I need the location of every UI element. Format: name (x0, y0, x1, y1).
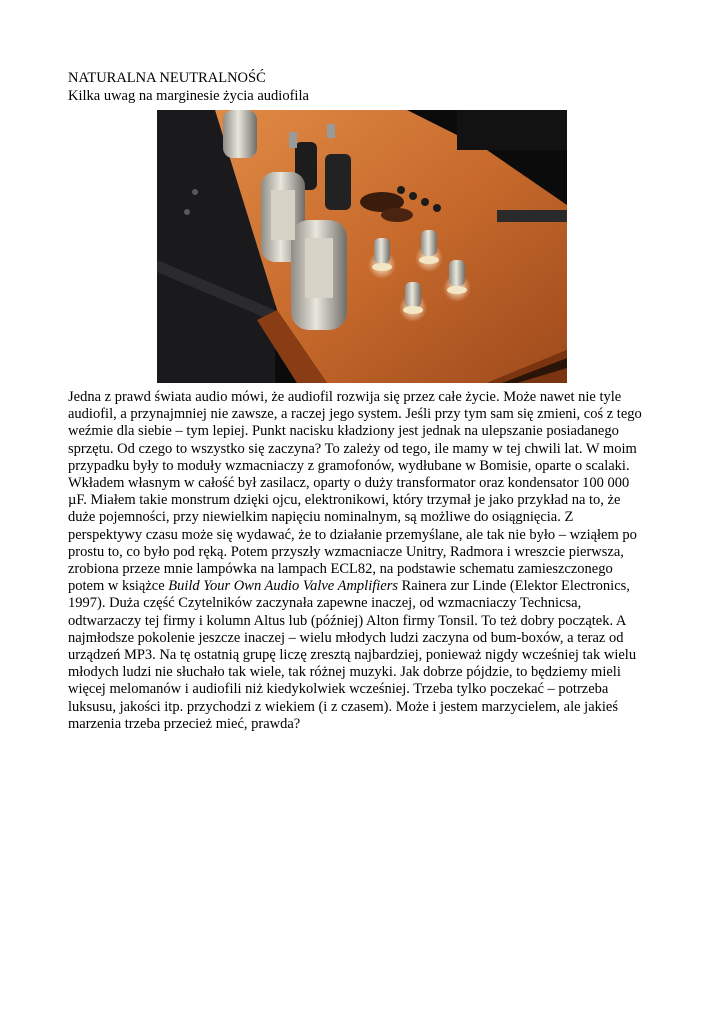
body-line: zrobiona przeze mnie lampówka na lampach ECL82, na podstawie schematu zamieszczonego (68, 561, 613, 578)
body-line: 1997). Duża część Czytelników zaczynała zapewne inaczej, od wzmacniaczy Technicsa, (68, 595, 582, 612)
body-line: więcej melomanów i audiofili niż kiedykolwiek wcześniej. Trzeba tylko poczekać – potrzeba (68, 681, 609, 698)
body-line: prostu to, co było pod ręką. Potem przyszły wzmacniacze Unitry, Radmora i wreszcie pierwsza, (68, 543, 624, 560)
body-line: odtwarzaczy tej firmy i kolumn Altus lub (później) Alton firmy Tonsil. To też dobry początek. A (68, 612, 627, 629)
body-text-segment: potem w książce (68, 578, 169, 595)
body-line: weźmie dla siebie – tym lepiej. Punkt nacisku kładziony jest jednak na ulepszanie posiadanego (68, 423, 619, 440)
body-line: Wkładem własnym w całość był zasilacz, oparty o duży transformator oraz kondensator 100 000 (68, 475, 630, 492)
body-line: młodych ludzi nie słuchało tak wiele, tak różnej muzyki. Jak dobrze pójdzie, to będziemy mieli (68, 664, 621, 681)
body-line: duże pojemności, przy niewielkim napięciu nominalnym, są możliwe do osiągnięcia. Z (68, 509, 574, 526)
body-line: µF. Miałem takie monstrum dzięki ojcu, elektronikowi, który trzymał je jako przykład na to, że (68, 492, 621, 509)
body-line: audiofil, a przynajmniej nie zawsze, a raczej jego system. Jeśli przy tym sam się zmieni, coś z tego (68, 406, 642, 423)
body-text-segment: Rainera zur Linde (Elektor Electronics, (398, 578, 630, 595)
article-subtitle: Kilka uwag na marginesie życia audiofila (68, 88, 309, 104)
body-line: marzenia trzeba przecież mieć, prawda? (68, 715, 301, 732)
amplifier-photo (157, 110, 567, 383)
body-line: perspektywy czasu może się wydawać, że to działanie przemyślane, ale tak nie było – wziąłem po (68, 526, 637, 543)
book-title: Build Your Own Audio Valve Amplifiers (168, 578, 398, 595)
body-line: urządzeń MP3. Na tę ostatnią grupę liczę zresztą najbardziej, ponieważ nigdy wcześniej tak wielu (68, 647, 637, 664)
body-line: sprzętu. Od czego to wszystko się zaczyna? To zależy od tego, ile mamy w tej chwili lat. W moim (68, 440, 637, 457)
article-body (68, 389, 668, 733)
body-line: Jedna z prawd świata audio mówi, że audiofil rozwija się przez całe życie. Może nawet nie tyle (68, 389, 622, 405)
body-line: luksusu, jakości itp. przychodzi z wiekiem (i z czasem). Może i jestem marzycielem, ale jakieś (68, 698, 618, 715)
body-line: przypadku były to moduły wzmacniaczy z gramofonów, wydłubane w Bomisie, oparte o scalaki. (68, 457, 630, 474)
article-title: NATURALNA NEUTRALNOŚĆ (68, 70, 266, 86)
body-line-with-book-title (68, 578, 668, 595)
body-line: najmłodsze pokolenie jeszcze inaczej – wielu młodych ludzi zaczyna od bum-boxów, a teraz od (68, 629, 624, 646)
